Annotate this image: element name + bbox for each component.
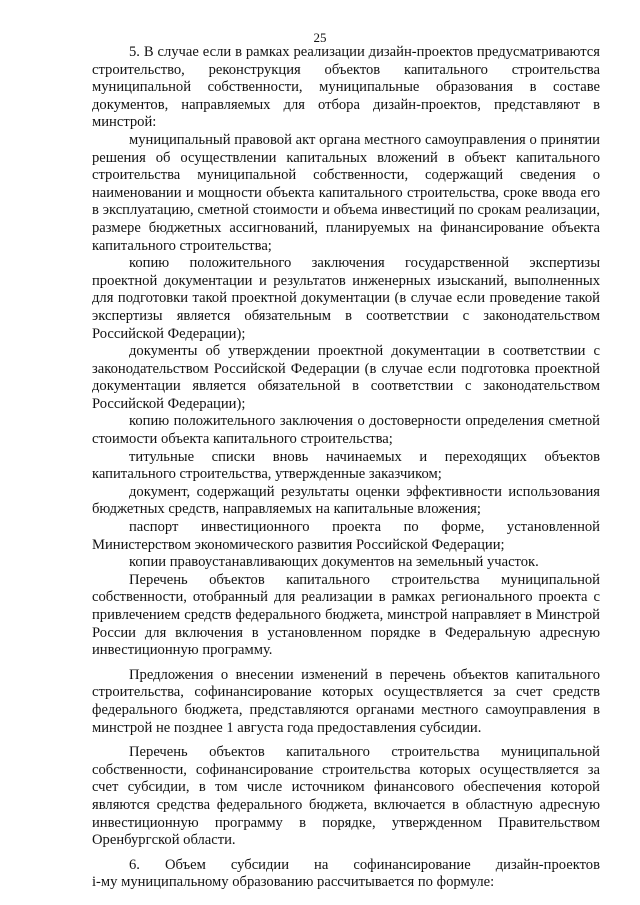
- paragraph-municipal-act: муниципальный правовой акт органа местного самоуправления о принятии решения об осуществлении капитальных вложений в объект капитального строительства муниципальной собственности, содержащий сведения о наименовании и мощности объекта капитального строительства, сроке ввода его в эксплуатацию, сметной стоимости и объема инвестиций по срокам реализации, размере бюджетных ассигнований, планируемых на финансирование объекта капитального строительства;: [92, 131, 600, 254]
- paragraph-change-proposals: Предложения о внесении изменений в перечень объектов капитального строительства, софинансирование которых осуществляется за счет средств федерального бюджета, представляются органами местного самоуправления в минстрой не позднее 1 августа года предоставления субсидии.: [92, 666, 600, 736]
- paragraph-item-6-formula-line: i-му муниципальному образованию рассчитывается по формуле:: [92, 874, 495, 891]
- paragraph-cost-reliability: копию положительного заключения о достоверности определения сметной стоимости объекта капитального строительства;: [92, 413, 600, 448]
- paragraph-title-lists: титульные списки вновь начинаемых и переходящих объектов капитального строительства, утвержденные заказчиком;: [92, 448, 600, 483]
- paragraph-investment-passport: паспорт инвестиционного проекта по форме, установленной Министерством экономического развития Российской Федерации;: [92, 519, 600, 553]
- paragraph-efficiency-assessment: документ, содержащий результаты оценки эффективности использования бюджетных средств, направляемых на капитальные вложения;: [92, 483, 600, 518]
- paragraph-land-documents: копии правоустанавливающих документов на земельный участок.: [129, 554, 539, 571]
- paragraph-item-5: 5. В случае если в рамках реализации дизайн-проектов предусматриваются строительство, реконструкция объектов капитального строительства муниципальной собственности, муниципальные образования в составе документов, направляемых для отбора дизайн-проектов, представляют в минстрой:: [92, 44, 600, 131]
- page-number: 25: [313, 30, 327, 45]
- paragraph-regional-program: Перечень объектов капитального строительства муниципальной собственности, софинансирование строительства которых осуществляется за счет субсидии, в том числе источником финансового обеспечения которой являются средства федерального бюджета, включается в областную адресную инвестиционную программу в порядке, утвержденном Правительством Оренбургской области.: [92, 744, 600, 849]
- paragraph-state-expertise: копию положительного заключения государственной экспертизы проектной документации и результатов инженерных изысканий, выполненных для подготовки такой проектной документации (в случае если проведение такой экспертизы является обязательным в соответствии с законодательством Российской Федерации);: [92, 255, 600, 342]
- paragraph-project-approval: документы об утверждении проектной документации в соответствии с законодательством Российской Федерации (в случае если подготовка проектной документации является обязательной в соответствии с законодательством Российской Федерации);: [92, 343, 600, 412]
- document-body: [92, 44, 600, 892]
- paragraph-federal-program: Перечень объектов капитального строительства муниципальной собственности, отобранный для реализации в рамках регионального проекта с привлечением средств федерального бюджета, минстрой направляет в Минстрой России для включения в установленном порядке в Федеральную адресную инвестиционную программу.: [92, 571, 600, 659]
- paragraph-item-6-intro: 6. Объем субсидии на софинансирование дизайн-проектов: [129, 856, 600, 873]
